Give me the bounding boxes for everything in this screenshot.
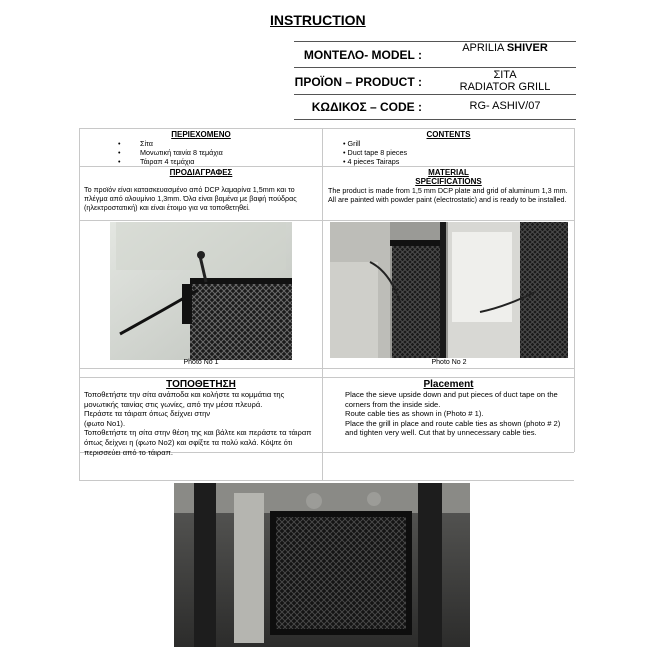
- product-label: ΠΡΟΪΟΝ – PRODUCT :: [294, 75, 422, 89]
- photo-1: [110, 222, 292, 360]
- model-label: ΜΟΝΤΕΛΟ- MODEL :: [303, 48, 422, 62]
- list-item: • 4 pieces Tairaps: [343, 157, 400, 166]
- document-title: INSTRUCTION: [270, 12, 366, 28]
- list-item: • Μονωτική ταινία 8 τεμάχια: [118, 148, 223, 157]
- grid-line: [79, 128, 574, 129]
- text-line: περισσεύει από το τάιραπ.: [84, 447, 173, 457]
- grid-line: [79, 368, 574, 369]
- grid-line: [574, 128, 575, 452]
- text-line: corners from the inside side.: [345, 399, 441, 409]
- text-line: Place the sieve upside down and put pieces of duct tape on the: [345, 390, 558, 399]
- bottom-photo: [174, 483, 470, 647]
- specs-gr-title: ΠΡΟΔΙΑΓΡΑΦΕΣ: [169, 168, 233, 177]
- text-line: (φωτο Νο1).: [84, 418, 126, 428]
- grid-line: [79, 377, 574, 378]
- specs-en-title-line1: MATERIAL: [428, 168, 469, 177]
- grid-line: [79, 128, 80, 480]
- product-value-line1: ΣΙΤΑ: [493, 69, 517, 81]
- contents-gr-title: ΠΕΡΙΕΧΟΜΕΝΟ: [171, 130, 231, 139]
- list-item: • Τάιραπ 4 τεμάχια: [118, 157, 195, 166]
- photo-1-illustration: [110, 222, 292, 360]
- header-rule-3: [294, 94, 576, 95]
- specs-gr-text: Το προϊόν είναι κατασκευασμένο από DCP λαμαρίνα 1,5mm και το πλέγμα από αλουμίνιο 1,3mm. Όλα είναι βαμένα με βαφή πούδρας (ηλεκτροστατική) και είναι έτοιμο για να τοποθετηθεί.: [84, 185, 297, 212]
- model-value: [440, 42, 570, 54]
- contents-en-title: CONTENTS: [426, 130, 471, 139]
- photo-2-caption: Photo No 2: [431, 359, 467, 366]
- text-line: Τοποθετήστε τη σίτα στην θέση της και βάλτε και περάστε τα τάιραπ: [84, 428, 312, 438]
- text-line: Place the grill in place and route cable ties as shown (photo # 2): [345, 418, 561, 428]
- photo-2-illustration: [330, 222, 568, 358]
- list-item: • Grill: [343, 139, 361, 148]
- code-value: RG- ASHIV/07: [469, 100, 541, 112]
- placement-en-text: [345, 390, 571, 438]
- header-rule-2: [294, 67, 576, 68]
- specs-en-title-line2: SPECIFICATIONS: [415, 177, 482, 186]
- specs-en-title: [323, 168, 574, 186]
- product-value-line2: RADIATOR GRILL: [459, 81, 551, 93]
- grid-line: [79, 166, 574, 167]
- bottom-photo-illustration: [174, 483, 470, 647]
- text-line: μονωτικής ταινίας στις γωνίες, από την μέσα πλευρά.: [84, 399, 263, 409]
- header-rule-bottom: [294, 119, 576, 120]
- text-line: όπως δείχνει η (φωτο Νο2) και σφίξτε τα πολύ καλά. Κόψτε ότι: [84, 437, 293, 447]
- text-line: and tighten very well. Cut that by unnecessary cable ties.: [345, 428, 537, 438]
- photo-2: [330, 222, 568, 358]
- product-value: [440, 69, 570, 93]
- contents-en-list: [343, 139, 407, 166]
- text-line: Περάστε τα τάιραπ όπως δείχνει στην: [84, 409, 211, 419]
- text-line: Τοποθετήστε την σίτα ανάποδα και κολήστε τα κομμάτια της: [84, 390, 285, 399]
- placement-gr-text: [84, 390, 320, 457]
- model-value-prefix: APRILIA: [462, 42, 504, 54]
- specs-en-text: The product is made from 1,5 mm DCP plate and grid of aluminum 1,3 mm. All are painted with powder paint (electrostatic) and is ready to be installed.: [328, 186, 568, 204]
- placement-en-title: Placement: [423, 379, 474, 390]
- list-item: • Σίτα: [118, 139, 153, 148]
- contents-gr-list: [118, 139, 223, 166]
- grid-line: [79, 480, 574, 481]
- text-line: Route cable ties as shown in (Photo # 1).: [345, 409, 484, 419]
- model-value-bold: SHIVER: [506, 42, 548, 54]
- grid-line: [79, 220, 574, 221]
- list-item: • Duct tape 8 pieces: [343, 148, 408, 157]
- photo-1-caption: Photo No 1: [183, 359, 219, 366]
- placement-gr-title: ΤΟΠΟΘΕΤΗΣΗ: [166, 379, 236, 390]
- code-label: ΚΩΔΙΚΟΣ – CODE :: [311, 100, 422, 114]
